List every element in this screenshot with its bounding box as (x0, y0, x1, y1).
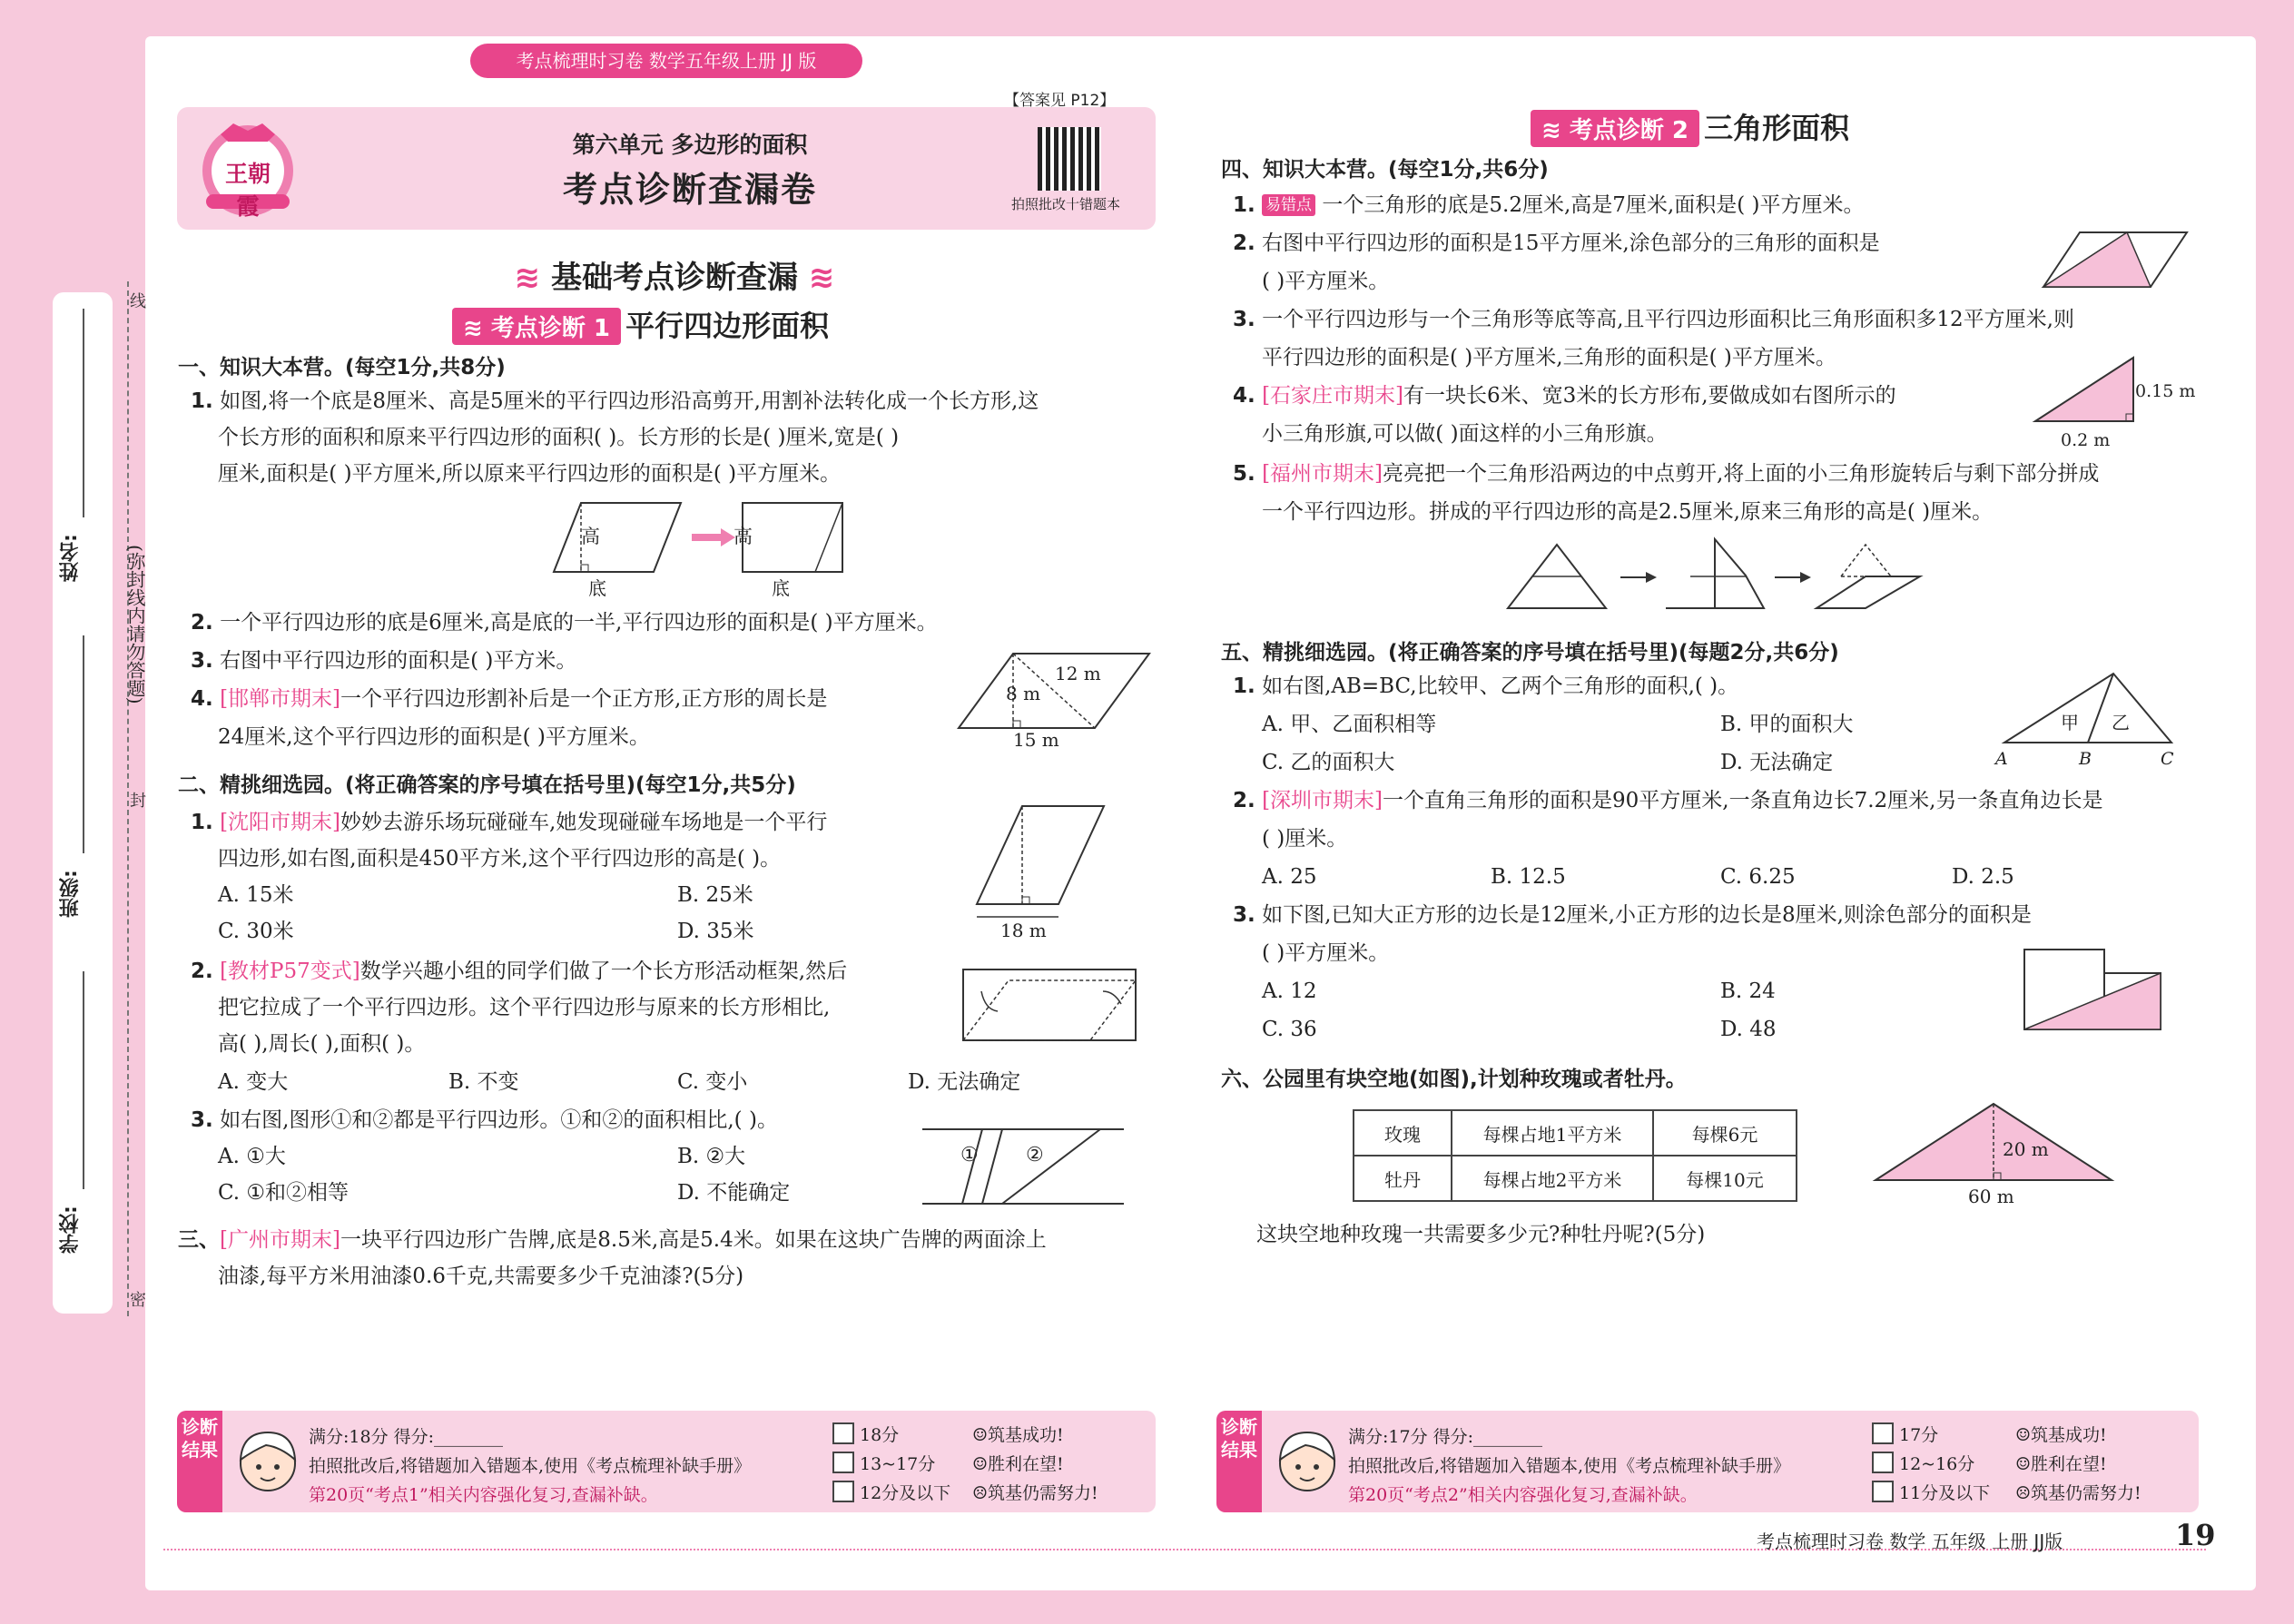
p2-q2-tag: [教材P57变式] (220, 960, 360, 983)
part6-heading: 六、公园里有块空地(如图),计划种玫瑰或者牡丹。 (1221, 1068, 1687, 1091)
fig-point-c: C (2161, 749, 2174, 769)
p2-q3-c[interactable]: C. ①和②相等 (218, 1181, 350, 1205)
unit-title: 第六单元 多边形的面积 (572, 132, 808, 158)
p4-q2-line2[interactable]: ( )平方厘米。 (1262, 270, 1390, 293)
fig-02m: 0.2 m (2061, 430, 2111, 450)
p1-q4-tag: [邯郸市期末] (220, 687, 341, 711)
wave-icon: ≋ (1541, 117, 1561, 144)
shaded-parallelogram-figure (2038, 227, 2192, 292)
seal-char-feng: 封 (130, 792, 146, 811)
diagnosis-status-3: ☹筑基仍需努力! (2015, 1483, 2141, 1503)
qr-code-icon[interactable] (1038, 127, 1101, 191)
seal-note: (弥封线内请勿答题) (124, 545, 146, 704)
triangle-plot-figure (1870, 1098, 2115, 1186)
p2-q3-a[interactable]: A. ①大 (218, 1145, 286, 1168)
p5-q3-a[interactable]: A. 12 (1262, 979, 1317, 1003)
p5-q3-line1: 3. 如下图,已知大正方形的边长是12厘米,小正方形的边长是8厘米,则涂色部分的面积是 (1233, 903, 2032, 927)
diagnosis-option-1: 18分 (832, 1422, 899, 1446)
p1-q3: 3. 右图中平行四边形的面积是( )平方米。 (191, 649, 577, 673)
two-parallelograms-figure (919, 1120, 1127, 1211)
abc-triangle-figure (1997, 670, 2179, 748)
p2-q3-b[interactable]: B. ②大 (677, 1145, 746, 1168)
fig-8m: 8 m (1006, 683, 1041, 704)
diagnosis-option-1: 17分 (1872, 1422, 1938, 1446)
diagnosis-score[interactable]: 满分:17分 得分:________ (1348, 1427, 1543, 1447)
p2-q1-tag: [沈阳市期末] (220, 811, 341, 834)
qr-caption: 拍照批改十错题本 (1011, 196, 1121, 212)
diagnosis-status-2: ☺胜利在望! (972, 1454, 1064, 1474)
wave-icon: ≋ (463, 315, 483, 342)
p2-q1-d[interactable]: D. 35米 (677, 920, 754, 943)
diagnosis-status-1: ☺筑基成功! (2015, 1425, 2107, 1445)
p2-q3-d[interactable]: D. 不能确定 (677, 1181, 791, 1205)
fig-15m: 15 m (1013, 729, 1059, 751)
checkbox-icon[interactable] (1872, 1422, 1894, 1444)
diagnosis1-title: 平行四边形面积 (625, 309, 830, 343)
logo (188, 114, 308, 221)
fig-jia: 甲 (2061, 712, 2079, 733)
p1-q1-line3[interactable]: 厘米,面积是( )平方厘米,所以原来平行四边形的面积是( )平方厘米。 (218, 462, 842, 486)
fig-shape-2: ② (1026, 1144, 1044, 1166)
paper-title: 考点诊断查漏卷 (562, 170, 817, 210)
checkbox-icon[interactable] (832, 1422, 854, 1444)
p4-q3-line2[interactable]: 平行四边形的面积是( )平方厘米,三角形的面积是( )平方厘米。 (1262, 346, 1836, 369)
diagnosis1-badge: ≋ 考点诊断 1 (452, 308, 621, 345)
diagnosis-label: 诊断结果 (177, 1411, 222, 1512)
p4-q4-tag: [石家庄市期末] (1262, 384, 1404, 408)
checkbox-icon[interactable] (1872, 1481, 1894, 1502)
diagnosis-status-1: ☺筑基成功! (972, 1425, 1064, 1445)
class-label: 班级: (59, 870, 82, 919)
fig-gao-2: 高 (733, 526, 753, 547)
wave-icon: ≋ (808, 260, 835, 296)
p5-q2-a[interactable]: A. 25 (1262, 865, 1317, 889)
top-banner: 考点梳理时习卷 数学五年级上册 JJ 版 (470, 44, 862, 78)
p5-q2-tag: [深圳市期末] (1262, 789, 1383, 812)
table-cell: 玫瑰 (1354, 1110, 1452, 1156)
two-squares-figure (2019, 944, 2200, 1035)
p1-q4-line2[interactable]: 24厘米,这个平行四边形的面积是( )平方厘米。 (218, 725, 650, 749)
table-cell: 每棵占地1平方米 (1452, 1110, 1653, 1156)
page-number: 19 (2175, 1518, 2216, 1552)
fig-gao-1: 高 (581, 526, 600, 547)
p2-q2-a[interactable]: A. 变大 (218, 1070, 289, 1094)
p2-q2-line1: 2. [教材P57变式]数学兴趣小组的同学们做了一个长方形活动框架,然后 (191, 960, 848, 983)
table-cell: 每棵10元 (1653, 1156, 1797, 1201)
fig-di-1: 底 (588, 577, 606, 599)
p1-q2: 2. 一个平行四边形的底是6厘米,高是底的一半,平行四边形的面积是( )平方厘米。 (191, 611, 938, 635)
p5-q3-d[interactable]: D. 48 (1720, 1018, 1777, 1041)
diagnosis-result-left (177, 1411, 1156, 1512)
part1-heading: 一、知识大本营。(每空1分,共8分) (178, 356, 506, 379)
p5-q2-d[interactable]: D. 2.5 (1952, 865, 2014, 889)
diagnosis-line2: 拍照批改后,将错题加入错题本,使用《考点梳理补缺手册》 (309, 1456, 752, 1476)
fig-yi: 乙 (2112, 712, 2130, 733)
girl-avatar-icon (1269, 1423, 1345, 1501)
p4-q4-line2[interactable]: 小三角形旗,可以做( )面这样的小三角形旗。 (1262, 422, 1668, 446)
diagnosis-option-2: 12~16分 (1872, 1451, 1974, 1475)
sad-icon: ☹ (972, 1483, 989, 1503)
fig-015m: 0.15 m (2135, 381, 2196, 401)
fig-shape-1: ① (960, 1144, 979, 1166)
p4-q1: 1. 易错点 一个三角形的底是5.2厘米,高是7厘米,面积是( )平方厘米。 (1233, 193, 1865, 217)
part3-line1: 三、[广州市期末]一块平行四边形广告牌,底是8.5米,高是5.4米。如果在这块广告牌的两面涂上 (178, 1228, 1047, 1252)
p1-q4-line1: 4. [邯郸市期末]一个平行四边形割补后是一个正方形,正方形的周长是 (191, 687, 828, 711)
girl-avatar-icon (230, 1423, 306, 1501)
smile-icon: ☺ (2015, 1425, 2032, 1445)
p5-q2-line1: 2. [深圳市期末]一个直角三角形的面积是90平方厘米,一条直角边长7.2厘米,另一条直角边长是 (1233, 789, 2103, 812)
diagnosis-line3: 第20页“考点1”相关内容强化复习,查漏补缺。 (309, 1485, 658, 1505)
diagnosis-result-right (1216, 1411, 2199, 1512)
table-cell: 每棵6元 (1653, 1110, 1797, 1156)
p5-q3-line2[interactable]: ( )平方厘米。 (1262, 941, 1390, 965)
p4-q1-tag: 易错点 (1262, 194, 1315, 216)
fig-point-b: B (2079, 749, 2092, 769)
flower-price-table (1353, 1109, 1797, 1202)
answer-ref: 【答案见 P12】 (1004, 92, 1116, 110)
p2-q1-b[interactable]: B. 25米 (677, 883, 753, 907)
diagnosis2-title: 三角形面积 (1704, 111, 1850, 145)
smile-icon: ☺ (972, 1454, 989, 1474)
p5-q1-d[interactable]: D. 无法确定 (1720, 751, 1834, 774)
fig-20m: 20 m (2003, 1138, 2049, 1160)
sad-icon: ☹ (2015, 1483, 2032, 1503)
section-basic-title: ≋ 基础考点诊断查漏 ≋ (514, 260, 835, 296)
table-row (1354, 1110, 1797, 1156)
checkbox-icon[interactable] (832, 1452, 854, 1473)
diagnosis-score[interactable]: 满分:18分 得分:________ (309, 1427, 504, 1447)
smile-icon: ☺ (972, 1425, 989, 1445)
diagnosis-status-2: ☺胜利在望! (2015, 1454, 2107, 1474)
diagnosis2-badge: ≋ 考点诊断 2 (1531, 110, 1699, 147)
fig-12m: 12 m (1055, 663, 1101, 684)
p5-q2-b[interactable]: B. 12.5 (1491, 865, 1566, 889)
diagnosis-option-3: 12分及以下 (832, 1480, 950, 1504)
p4-q2-line1: 2. 右图中平行四边形的面积是15平方厘米,涂色部分的三角形的面积是 (1233, 231, 1880, 255)
part5-heading: 五、精挑细选园。(将正确答案的序号填在括号里)(每题2分,共6分) (1221, 641, 1839, 664)
footer-info: 考点梳理时习卷 数学 五年级 上册 JJ版 (1757, 1530, 2063, 1552)
table-cell: 每棵占地2平方米 (1452, 1156, 1653, 1201)
diagnosis-line3: 第20页“考点2”相关内容强化复习,查漏补缺。 (1348, 1485, 1698, 1505)
triangle-rotation-figure (1502, 536, 1929, 617)
p2-q3-line1: 3. 如右图,图形①和②都是平行四边形。①和②的面积相比,( )。 (191, 1108, 778, 1132)
fig-18m: 18 m (1000, 920, 1047, 941)
p5-q1-b[interactable]: B. 甲的面积大 (1720, 713, 1854, 736)
seal-char-xian: 线 (130, 292, 146, 311)
rect-to-parallelogram-figure (958, 964, 1139, 1048)
name-line[interactable] (83, 309, 84, 517)
seal-char-mi: 密 (130, 1291, 146, 1310)
checkbox-icon[interactable] (1872, 1452, 1894, 1473)
p1-q1-line1: 1. 如图,将一个底是8厘米、高是5厘米的平行四边形沿高剪开,用割补法转化成一个长方形,这 (191, 389, 1039, 413)
tall-parallelogram-figure (971, 801, 1108, 928)
smile-icon: ☺ (2015, 1454, 2032, 1474)
part3-line2: 油漆,每平方米用油漆0.6千克,共需要多少千克油漆?(5分) (218, 1265, 744, 1288)
fig-point-a: A (1995, 749, 2008, 769)
p2-q2-c[interactable]: C. 变小 (677, 1070, 748, 1094)
p4-q5-line2[interactable]: 一个平行四边形。拼成的平行四边形的高是2.5厘米,原来三角形的高是( )厘米。 (1262, 500, 1994, 524)
part4-heading: 四、知识大本营。(每空1分,共6分) (1221, 158, 1549, 182)
school-line[interactable] (83, 971, 84, 1189)
class-line[interactable] (83, 635, 84, 853)
p4-q5-line1: 5. [福州市期末]亮亮把一个三角形沿两边的中点剪开,将上面的小三角形旋转后与剩下部分拼成 (1233, 462, 2100, 486)
table-cell: 牡丹 (1354, 1156, 1452, 1201)
p2-q1-c[interactable]: C. 30米 (218, 920, 294, 943)
diagnosis-option-3: 11分及以下 (1872, 1480, 1990, 1504)
logo-text: 王朝霞 (224, 161, 271, 220)
diagnosis-status-3: ☹筑基仍需努力! (972, 1483, 1098, 1503)
school-label: 学校: (59, 1206, 82, 1255)
part2-heading: 二、精挑细选园。(将正确答案的序号填在括号里)(每空1分,共5分) (178, 773, 796, 797)
triangle-flag-figure (2030, 352, 2139, 428)
p2-q1-a[interactable]: A. 15米 (218, 883, 294, 907)
fig-di-2: 底 (772, 577, 790, 599)
p5-q1: 1. 如右图,AB=BC,比较甲、乙两个三角形的面积,( )。 (1233, 674, 1739, 698)
p2-q1-line1: 1. [沈阳市期末]妙妙去游乐场玩碰碰车,她发现碰碰车场地是一个平行 (191, 811, 828, 834)
diagnosis-label: 诊断结果 (1216, 1411, 1262, 1512)
p5-q3-b[interactable]: B. 24 (1720, 979, 1776, 1003)
p4-q5-tag: [福州市期末] (1262, 462, 1383, 486)
p5-q2-line2[interactable]: ( )厘米。 (1262, 827, 1348, 851)
p2-q2-b[interactable]: B. 不变 (448, 1070, 519, 1094)
p2-q1-line2[interactable]: 四边形,如右图,面积是450平方米,这个平行四边形的高是( )。 (218, 847, 782, 871)
p5-q1-a[interactable]: A. 甲、乙面积相等 (1262, 713, 1437, 736)
checkbox-icon[interactable] (832, 1481, 854, 1502)
diagnosis-line2: 拍照批改后,将错题加入错题本,使用《考点梳理补缺手册》 (1348, 1456, 1791, 1476)
p5-q2-c[interactable]: C. 6.25 (1720, 865, 1796, 889)
p5-q3-c[interactable]: C. 36 (1262, 1018, 1317, 1041)
diagnosis-option-2: 13~17分 (832, 1451, 935, 1475)
table-row (1354, 1156, 1797, 1201)
part6-question: 这块空地种玫瑰一共需要多少元?种牡丹呢?(5分) (1256, 1223, 1706, 1246)
p4-q4-line1: 4. [石家庄市期末]有一块长6米、宽3米的长方形布,要做成如右图所示的 (1233, 384, 1896, 408)
wave-icon: ≋ (514, 260, 541, 296)
p1-q1-line2[interactable]: 个长方形的面积和原来平行四边形的面积( )。长方形的长是( )厘米,宽是( ) (218, 426, 900, 449)
p2-q2-d[interactable]: D. 无法确定 (908, 1070, 1021, 1094)
p5-q1-c[interactable]: C. 乙的面积大 (1262, 751, 1395, 774)
p2-q2-line3[interactable]: 高( ),周长( ),面积( )。 (218, 1032, 426, 1056)
p4-q3-line1: 3. 一个平行四边形与一个三角形等底等高,且平行四边形面积比三角形面积多12平方厘米,则 (1233, 308, 2074, 331)
fig-60m: 60 m (1968, 1186, 2014, 1207)
diagnosis2-header (1531, 105, 1849, 147)
p2-q2-line2: 把它拉成了一个平行四边形。这个平行四边形与原来的长方形相比, (218, 996, 831, 1019)
diagnosis1-header (452, 303, 829, 345)
name-label: 姓名: (59, 534, 82, 583)
part3-tag: [广州市期末] (220, 1228, 340, 1252)
